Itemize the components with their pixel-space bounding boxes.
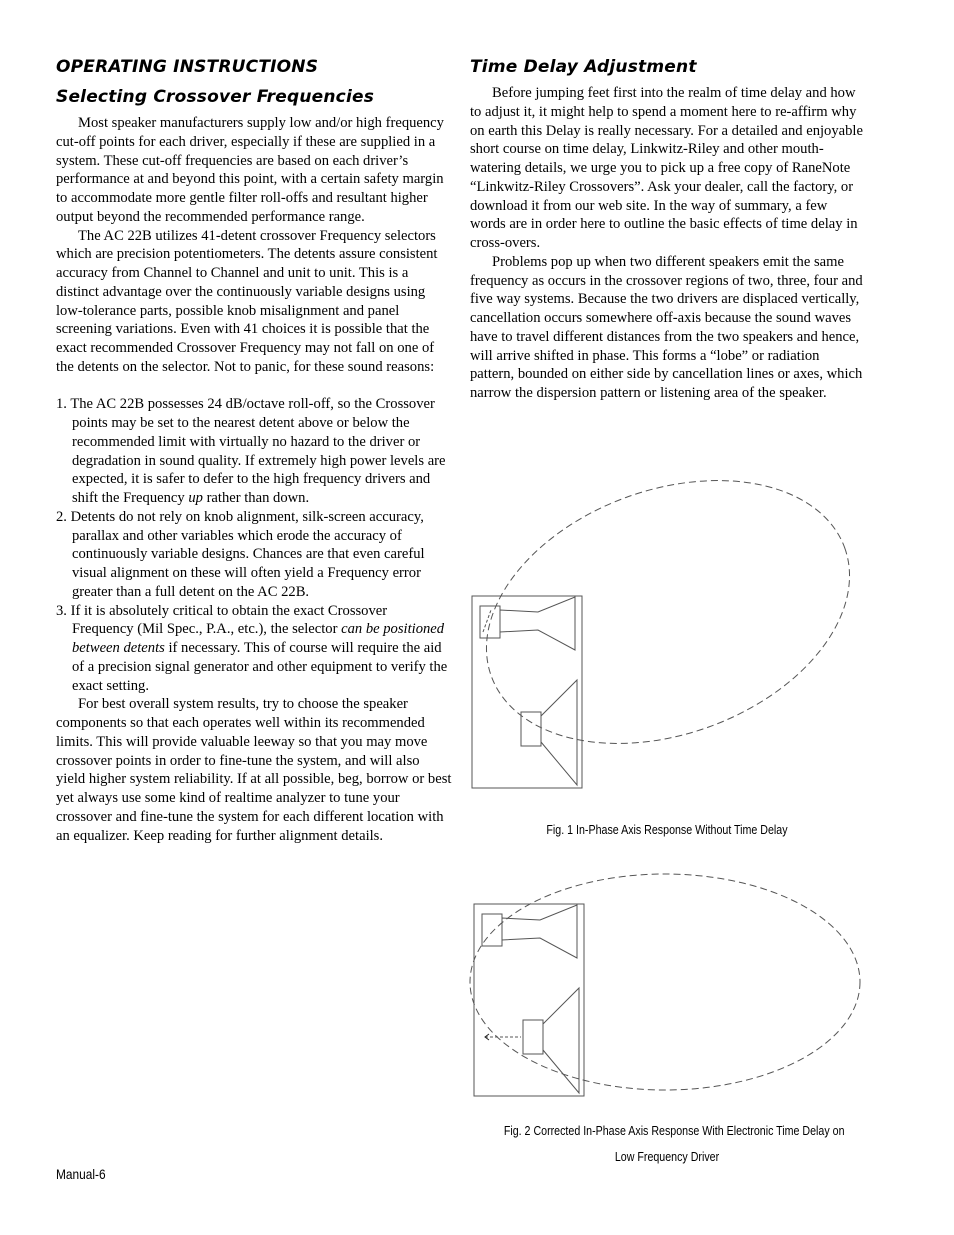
page-number: Manual-6 (56, 1166, 106, 1182)
left-column (56, 52, 452, 845)
list-item: 2. Detents do not rely on knob alignment, silk-screen accuracy, parallax and other variables which erode the accuracy of continuously variable designs. Chances are that even careful visual alignment on these will often yield a Frequency error greater than a full detent on the AC 22B. (56, 508, 425, 600)
figure-2-caption-line1: Fig. 2 Corrected In-Phase Axis Response With Electronic Time Delay on (503, 1123, 845, 1138)
right-column (470, 52, 864, 403)
list-item: 3. If it is absolutely critical to obtain the exact Crossover Frequency (Mil Spec., P.A., etc.), the selector can be positioned between detents if necessary. This of course will require the aid of a precision signal generator and other equipment to verify the exact setting. (56, 602, 448, 694)
reasons-list (56, 395, 452, 695)
list-item: 1. The AC 22B possesses 24 dB/octave roll-off, so the Crossover points may be set to the nearest detent above or below the recommended limit with virtually no hazard to the driver or degradation in sound quality. If extremely high power levels are expected, it is safer to defer to the high frequency drivers and shift the Frequency up rather than down. (56, 396, 446, 506)
figure-1-caption: Fig. 1 In-Phase Axis Response Without Time Delay (546, 822, 788, 837)
figure-2-caption-line2: Low Frequency Driver (614, 1149, 720, 1164)
paragraph: The AC 22B utilizes 41-detent crossover Frequency selectors which are precision potentiometers. The detents assure consistent accuracy from Channel to Channel and unit to unit. This is a distinct advantage over the continuously variable designs using low-tolerance parts, possible knob misalignment and panel screening variations. Even with 41 choices it is possible that the exact recommended Crossover Frequency may not fall on one of the detents on the selector. Not to panic, for these sound reasons: (56, 227, 438, 375)
paragraph: Most speaker manufacturers supply low and/or high frequency cut-off points for each driver, especially if these are supplied in a system. These cut-off frequencies are based on each driver’s performance at and beyond this point, with a certain safety margin to accommodate more gentle filter roll-offs and resultant higher output beyond the recommended performance range. (56, 115, 444, 225)
radiation-lobe (465, 475, 865, 791)
paragraph: Problems pop up when two different speakers emit the same frequency as occurs in the crossover regions of two, three, four and five way systems. Because the two drivers are displaced vertically, cancellation occurs somewhere off-axis because the sound waves have to travel different distances from the two speakers and hence, will arrive shifted in phase. This forms a “lobe” or radiation pattern, bounded on either side by cancellation lines or axes, which narrow the dispersion pattern or listening area of the speaker. (470, 253, 863, 401)
section-subtitle: Selecting Crossover Frequencies (56, 87, 375, 107)
figure-1-diagram (465, 475, 865, 795)
paragraph: For best overall system results, try to choose the speaker components so that each operates well within its recommended limits. This will provide valuable leeway so that you may move crossover points in order to fine-tune the system, and will also yield higher system reliability. If at all possible, beg, borrow or best yet always use some kind of realtime analyzer to tune your crossover and fine-tune the system for each different location with an equalizer. Keep reading for further alignment details. (56, 696, 452, 844)
section-title: Time Delay Adjustment (470, 57, 697, 77)
section-title: OPERATING INSTRUCTIONS (56, 57, 319, 77)
figure-2-diagram (465, 868, 865, 1098)
radiation-lobe (470, 874, 860, 1090)
paragraph: Before jumping feet first into the realm of time delay and how to adjust it, it might help to spend a moment here to re-affirm why on earth this Delay is really necessary. For a detailed and enjoyable short course on time delay, Linkwitz-Riley and other mouth-watering details, we urge you to pick up a free copy of RaneNote “Linkwitz-Riley Crossovers”. Ask your dealer, call the factory, or download it from our web site. In the way of summary, a few words are in order here to outline the basic effects of time delay in cross-overs. (470, 85, 863, 251)
